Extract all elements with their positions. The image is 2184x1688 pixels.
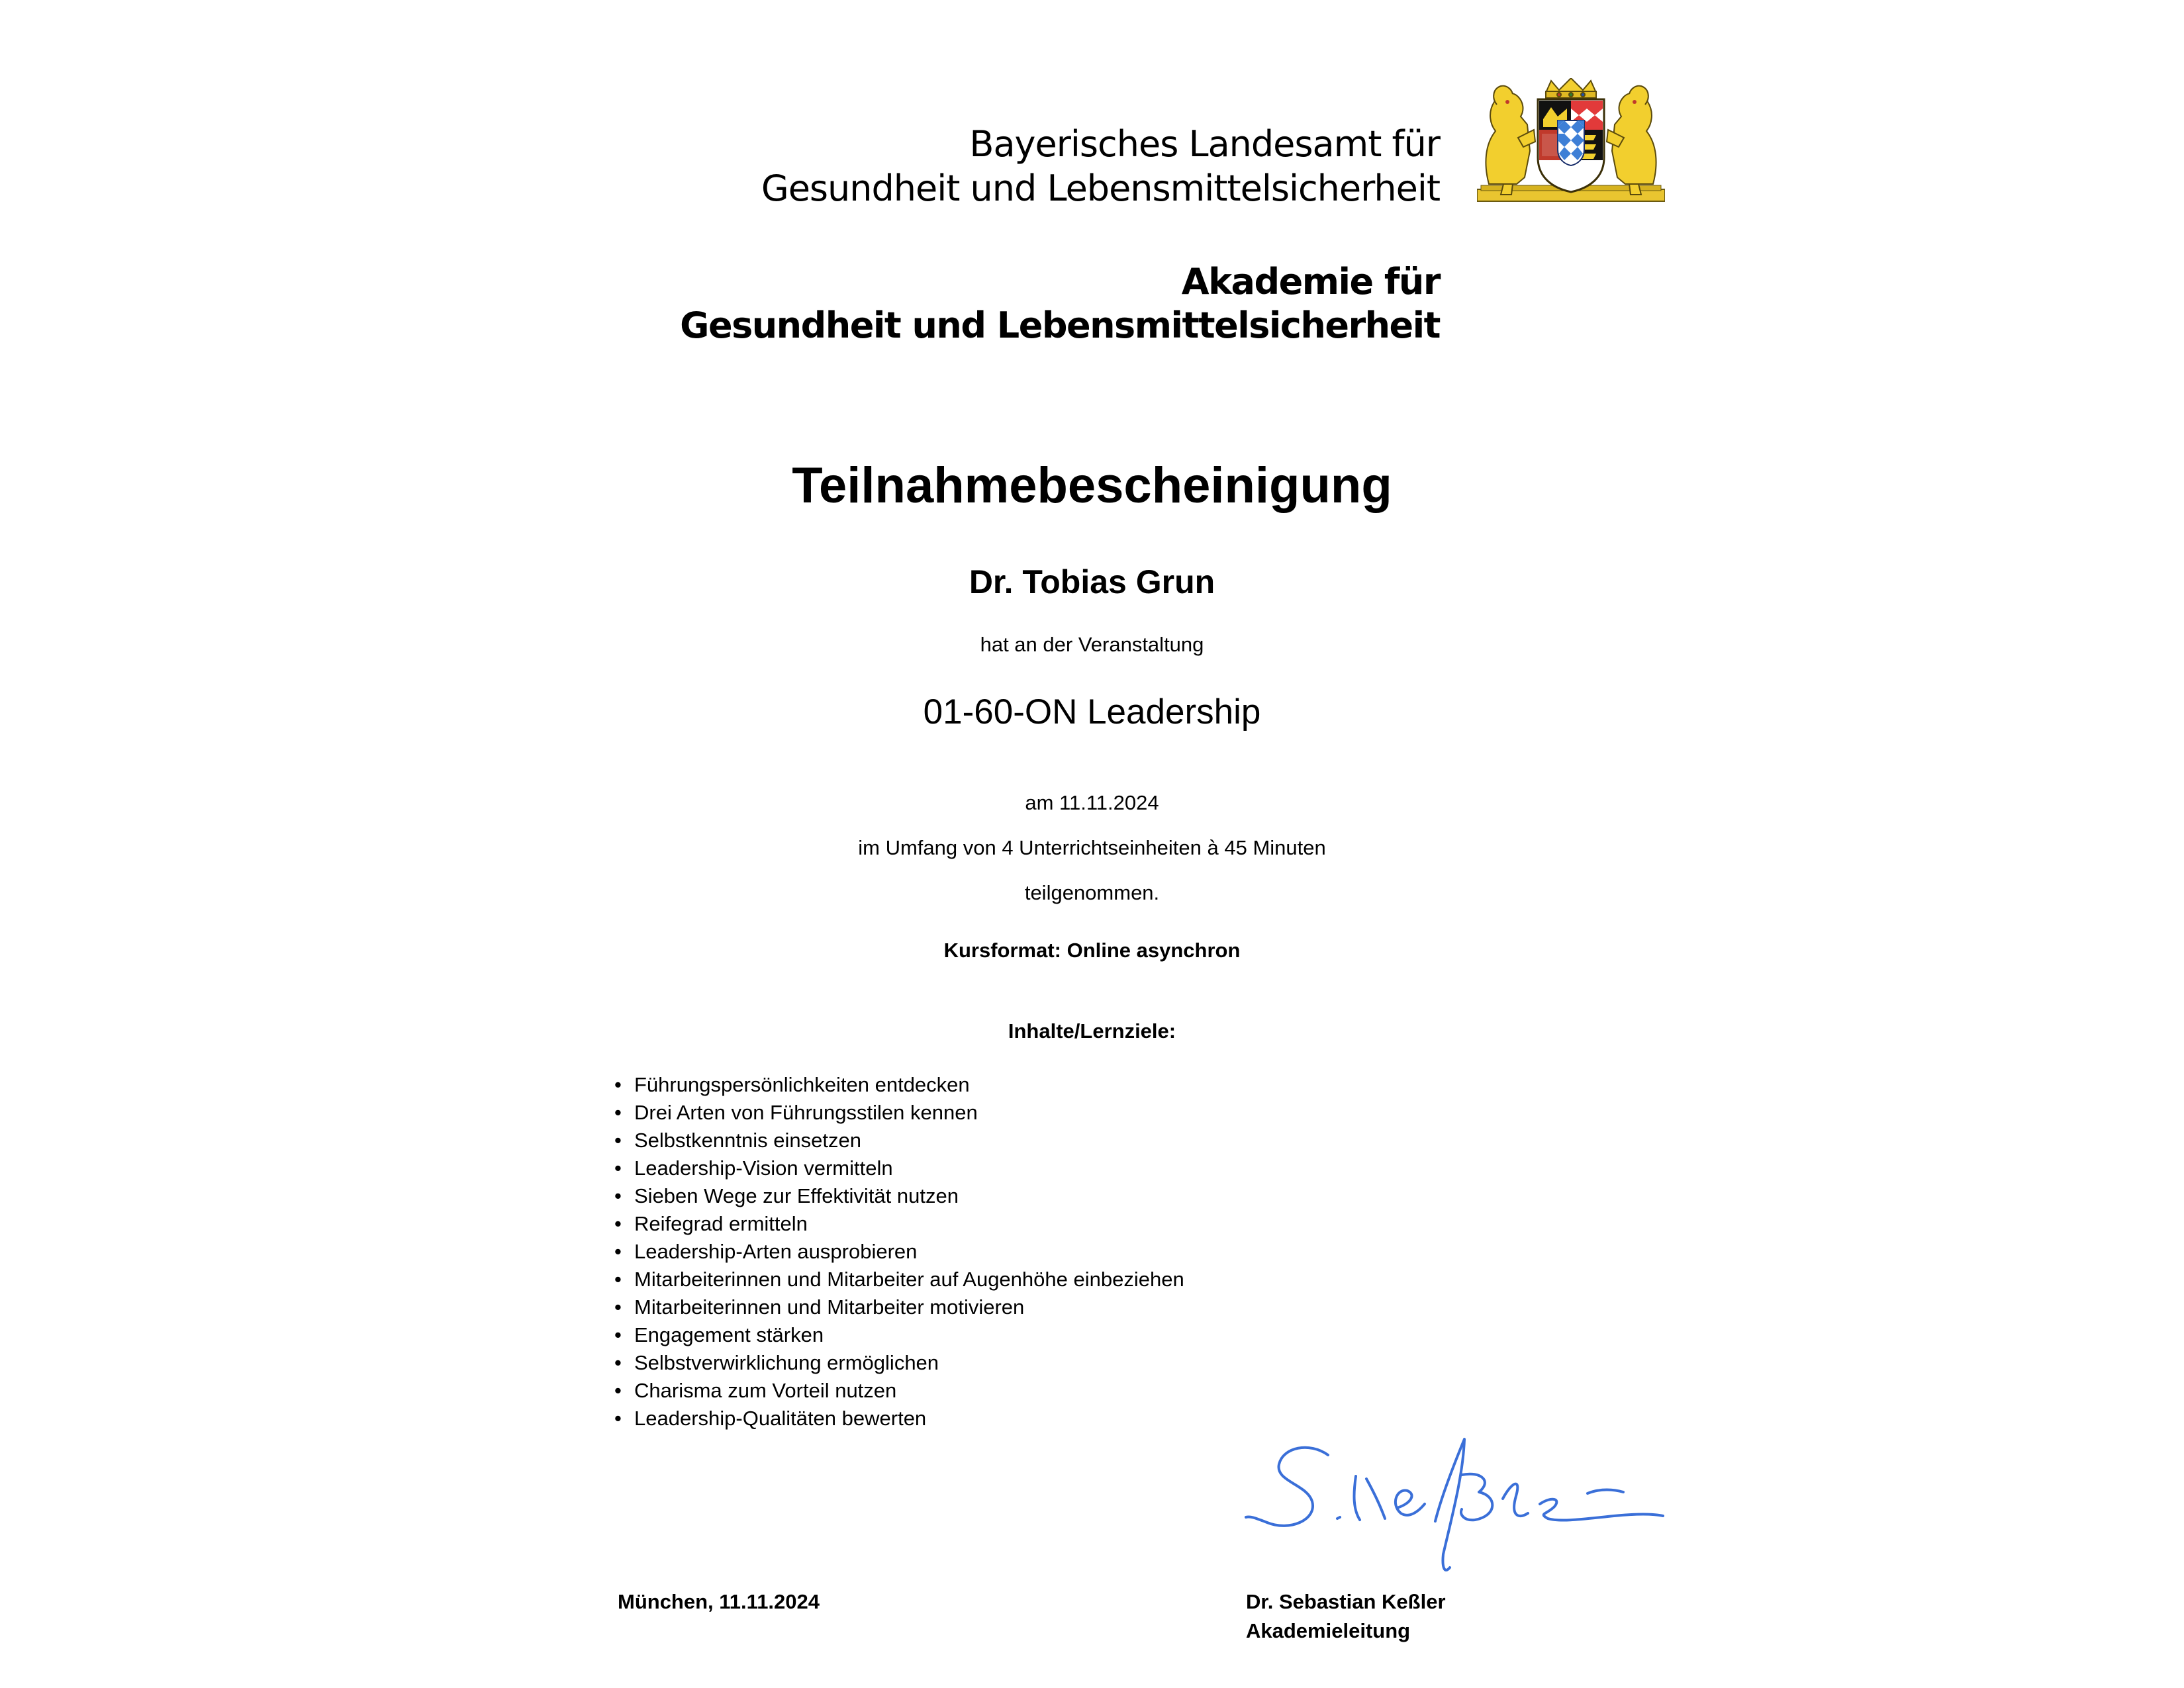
authority-name-line2: Gesundheit und Lebensmittelsicherheit [761, 167, 1440, 209]
list-item [614, 1071, 1184, 1099]
contents-heading: Inhalte/Lernziele: [1008, 1019, 1176, 1043]
course-format: Kursformat: Online asynchron [943, 939, 1241, 962]
list-item-text: Mitarbeiterinnen und Mitarbeiter motivieren [634, 1295, 1025, 1319]
list-item [614, 1182, 1184, 1210]
list-item-text: Leadership-Arten ausprobieren [634, 1240, 918, 1263]
course-scope: im Umfang von 4 Unterrichtseinheiten à 45 Minuten [858, 836, 1326, 859]
authority-name-line1: Bayerisches Landesamt für [969, 123, 1440, 165]
bavarian-coat-of-arms-icon [1477, 78, 1665, 203]
academy-name-line1: Akademie für [1181, 261, 1440, 303]
list-item [614, 1377, 1184, 1405]
course-date: am 11.11.2024 [1025, 791, 1159, 814]
list-item [614, 1154, 1184, 1182]
list-item-text: Selbstkenntnis einsetzen [634, 1129, 861, 1152]
bullet: • [614, 1407, 622, 1430]
list-item [614, 1293, 1184, 1321]
list-item-text: Mitarbeiterinnen und Mitarbeiter auf Augenhöhe einbeziehen [634, 1268, 1184, 1291]
bullet: • [614, 1323, 622, 1346]
course-title: 01-60-ON Leadership [923, 692, 1261, 731]
academy-name-line2: Gesundheit und Lebensmittelsicherheit [680, 305, 1440, 346]
bullet: • [614, 1073, 622, 1096]
list-item-text: Engagement stärken [634, 1323, 824, 1346]
list-item-text: Leadership-Vision vermitteln [634, 1156, 893, 1180]
list-item [614, 1210, 1184, 1238]
certificate-title: Teilnahmebescheinigung [792, 457, 1392, 514]
bullet: • [614, 1268, 622, 1291]
intro-text: hat an der Veranstaltung [980, 633, 1204, 656]
list-item [614, 1266, 1184, 1293]
bullet: • [614, 1379, 622, 1402]
contents-list [614, 1071, 1184, 1432]
list-item-text: Selbstverwirklichung ermöglichen [634, 1351, 939, 1374]
list-item-text: Sieben Wege zur Effektivität nutzen [634, 1184, 959, 1207]
bullet: • [614, 1184, 622, 1207]
bullet: • [614, 1351, 622, 1374]
participant-name: Dr. Tobias Grun [969, 563, 1215, 600]
place-date: München, 11.11.2024 [618, 1590, 820, 1613]
bullet: • [614, 1156, 622, 1180]
bullet: • [614, 1295, 622, 1319]
list-item [614, 1099, 1184, 1127]
list-item-text: Leadership-Qualitäten bewerten [634, 1407, 927, 1430]
bullet: • [614, 1101, 622, 1124]
list-item [614, 1321, 1184, 1349]
list-item-text: Charisma zum Vorteil nutzen [634, 1379, 897, 1402]
list-item [614, 1349, 1184, 1377]
signer-name: Dr. Sebastian Keßler [1246, 1590, 1446, 1613]
list-item [614, 1127, 1184, 1154]
list-item [614, 1405, 1184, 1432]
bullet: • [614, 1129, 622, 1152]
signer-role: Akademieleitung [1246, 1619, 1411, 1642]
list-item-text: Drei Arten von Führungsstilen kennen [634, 1101, 978, 1124]
bullet: • [614, 1240, 622, 1263]
list-item-text: Reifegrad ermitteln [634, 1212, 808, 1235]
list-item [614, 1238, 1184, 1266]
signature [1243, 1435, 1667, 1581]
bullet: • [614, 1212, 622, 1235]
closing-text: teilgenommen. [1024, 881, 1160, 904]
list-item-text: Führungspersönlichkeiten entdecken [634, 1073, 970, 1096]
